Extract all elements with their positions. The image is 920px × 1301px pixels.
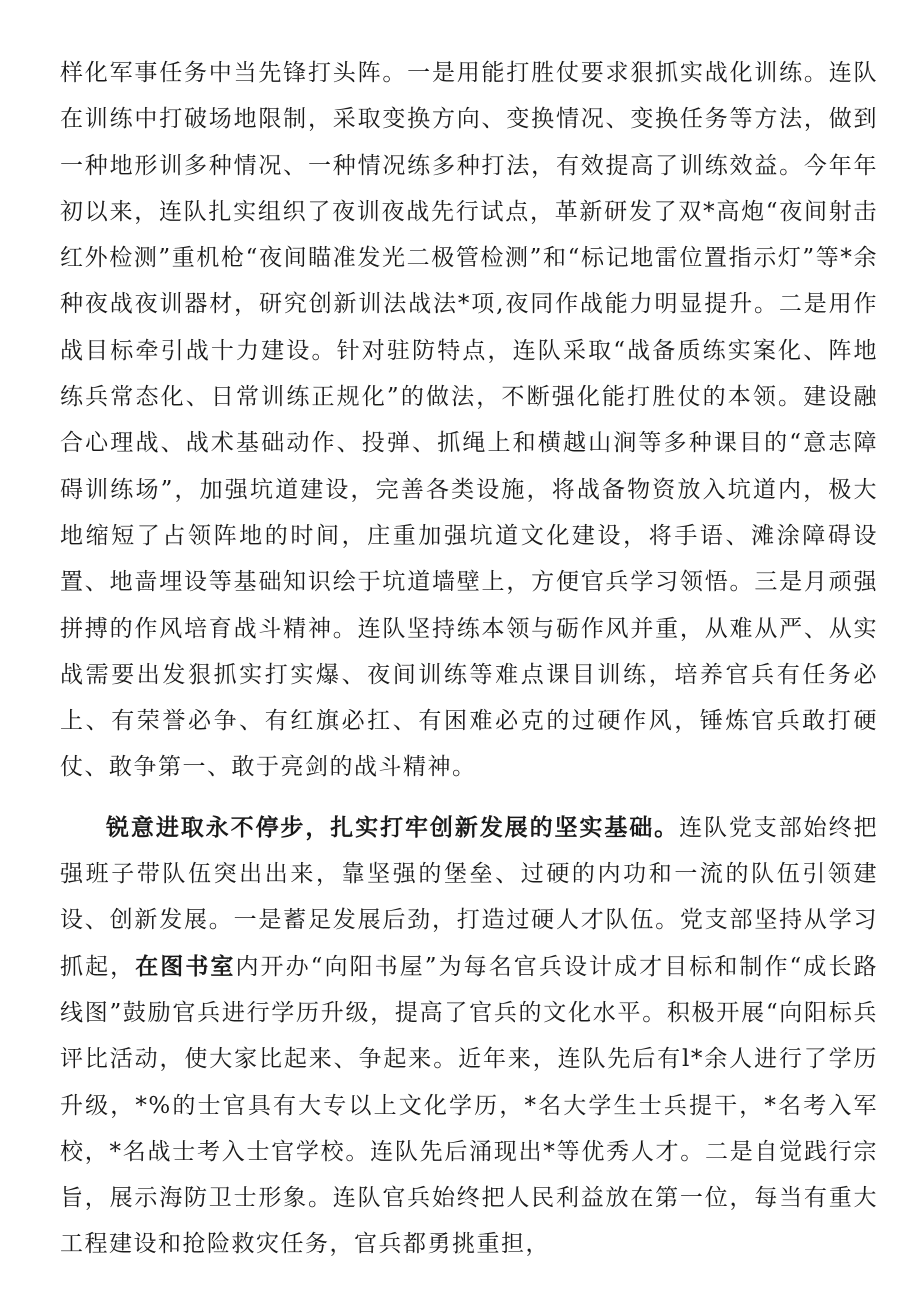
paragraph-text: 连队党支部始终把强班子带队伍突出出来，靠坚强的堡垒、过硬的内功和一流的队伍引领建设、创新发展。一是蓄足发展后劲，打造过硬人才队伍。党支部坚持从学习抓起， (60, 814, 879, 980)
body-paragraph: 样化军事任务中当先锋打头阵。一是用能打胜仗要求狠抓实战化训练。连队在训练中打破场地限制，采取变换方向、变换情况、变换任务等方法，做到一种地形训多种情况、一种情况练多种打法，有效提高了训练效益。今年年初以来，连队扎实组织了夜训夜战先行试点，革新研发了双*高炮“夜间射击红外检测”重机枪“夜间瞄准发光二极管检测”和“标记地雷位置指示灯”等*余种夜战夜训器材，研究创新训法战法*项,夜同作战能力明显提升。二是用作战目标牵引战十力建设。针对驻防特点，连队采取“战备质练实案化、阵地练兵常态化、日常训练正规化”的做法，不断强化能打胜仗的本领。建设融合心理战、战术基础动作、投弹、抓绳上和横越山涧等多种课目的“意志障碍训练场”，加强坑道建设，完善各类设施，将战备物资放入坑道内，极大地缩短了占领阵地的时间，庄重加强坑道文化建设，将手语、滩涂障碍设置、地啬埋设等基础知识绘于坑道墙壁上，方便官兵学习领悟。三是月顽强拼搏的作风培育战斗精神。连队坚持练本领与砺作风并重，从难从严、从实战需要出发狠抓实打实爆、夜间训练等难点课目训练，培养官兵有任务必上、有荣誉必争、有红旗必扛、有困难必克的过硬作风，锤炼官兵敢打硬仗、敢争第一、敢于亮剑的战斗精神。 (60, 60, 878, 781)
body-paragraph-with-heading (60, 805, 878, 1268)
document-page (60, 50, 878, 1268)
emphasized-text: 在图书室 (135, 952, 236, 980)
section-heading: 锐意进取永不停步，扎实打牢创新发展的坚实基础。 (106, 813, 680, 841)
paragraph-text: 内开办“向阳书屋”为每名官兵设计成才目标和制作“成长路线图”鼓励官兵进行学历升级，提高了官兵的文化水平。积极开展“向阳标兵评比活动，使大家比起来、争起来。近年来，连队先后有l*余人进行了学历升级，*%的士官具有大专以上文化学历，*名大学生士兵提干，*名考入军校，*名战士考入士官学校。连队先后涌现出*等优秀人才。二是自觉践行宗旨，展示海防卫士形象。连队官兵始终把人民利益放在第一位，每当有重大工程建设和抢险救灾任务，官兵都勇挑重担， (60, 953, 879, 1258)
